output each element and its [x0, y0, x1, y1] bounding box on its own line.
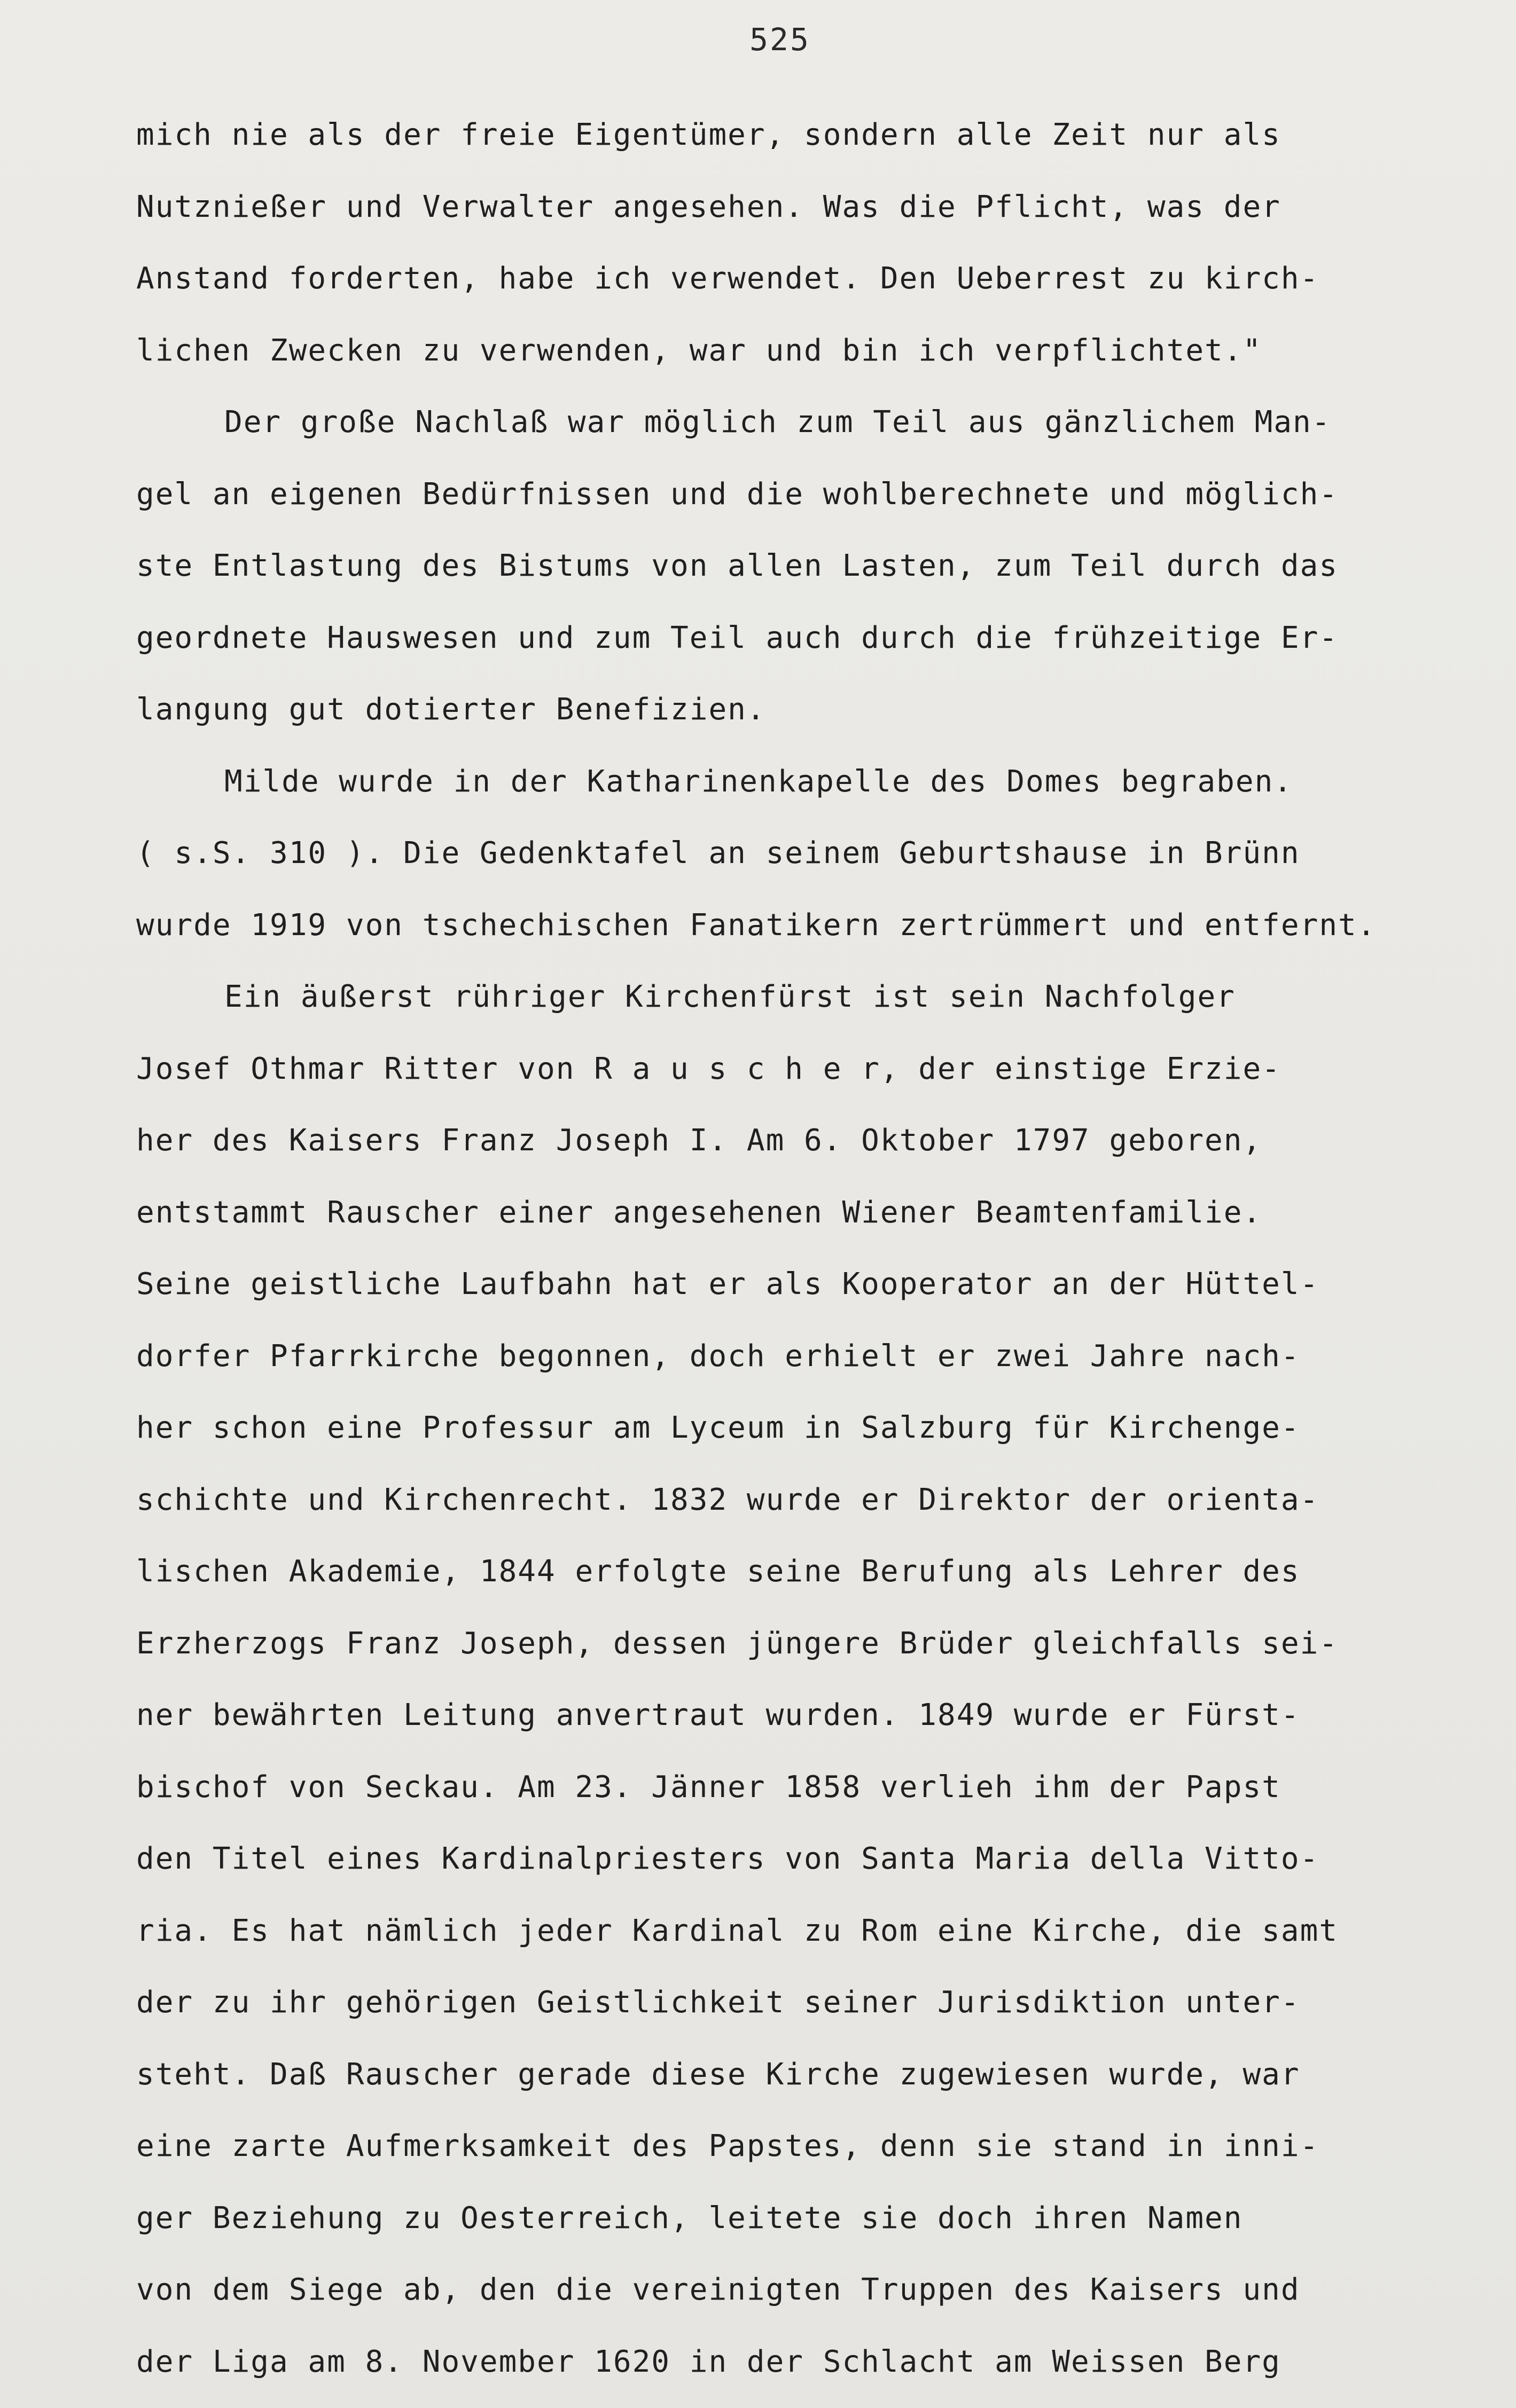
text-line: wurde 1919 von tschechischen Fanatikern zertrümmert und entfernt. [136, 907, 1377, 943]
text-line: Milde wurde in der Katharinenkapelle des Domes begraben. [224, 764, 1293, 799]
text-line: gel an eigenen Bedürfnissen und die wohlberechnete und möglich- [136, 476, 1339, 512]
text-line: lichen Zwecken zu verwenden, war und bin ich verpflichtet." [136, 333, 1262, 368]
text-line: lischen Akademie, 1844 erfolgte seine Berufung als Lehrer des [136, 1554, 1300, 1589]
text-line: bischof von Seckau. Am 23. Jänner 1858 verlieh ihm der Papst [136, 1769, 1281, 1805]
text-line: Josef Othmar Ritter von R a u s c h e r, der einstige Erzie- [136, 1051, 1281, 1086]
text-line: ste Entlastung des Bistums von allen Lasten, zum Teil durch das [136, 548, 1339, 583]
text-line: dorfer Pfarrkirche begonnen, doch erhielt er zwei Jahre nach- [136, 1338, 1300, 1374]
text-line: ( s.S. 310 ). Die Gedenktafel an seinem Geburtshause in Brünn [136, 836, 1300, 870]
text-line: her schon eine Professur am Lyceum in Salzburg für Kirchenge- [136, 1410, 1300, 1445]
text-line: von dem Siege ab, den die vereinigten Truppen des Kaisers und [136, 2272, 1300, 2307]
text-line: schichte und Kirchenrecht. 1832 wurde er Direktor der orienta- [136, 1482, 1319, 1517]
text-line: Anstand forderten, habe ich verwendet. Den Ueberrest zu kirch- [136, 261, 1319, 296]
text-line: der Liga am 8. November 1620 in der Schlacht am Weissen Berg [136, 2344, 1281, 2379]
text-line: steht. Daß Rauscher gerade diese Kirche zugewiesen wurde, war [136, 2057, 1300, 2092]
text-line: den Titel eines Kardinalpriesters von Santa Maria della Vitto- [136, 1841, 1319, 1876]
text-line: Seine geistliche Laufbahn hat er als Kooperator an der Hüttel- [136, 1267, 1319, 1301]
text-line: mich nie als der freie Eigentümer, sondern alle Zeit nur als [136, 117, 1281, 152]
text-line: ger Beziehung zu Oesterreich, leitete sie doch ihren Namen [136, 2200, 1243, 2236]
text-line: her des Kaisers Franz Joseph I. Am 6. Oktober 1797 geboren, [136, 1123, 1262, 1158]
text-line: Erzherzogs Franz Joseph, dessen jüngere Brüder gleichfalls sei- [136, 1626, 1339, 1661]
page-number: 525 [749, 21, 810, 58]
text-line: Nutznießer und Verwalter angesehen. Was die Pflicht, was der [136, 189, 1281, 224]
text-line: ner bewährten Leitung anvertraut wurden. 1849 wurde er Fürst- [136, 1698, 1300, 1732]
text-line: geordnete Hauswesen und zum Teil auch durch die frühzeitige Er- [136, 620, 1339, 655]
text-line: entstammt Rauscher einer angesehenen Wiener Beamtenfamilie. [136, 1195, 1262, 1230]
text-line: Ein äußerst rühriger Kirchenfürst ist sein Nachfolger [224, 979, 1236, 1014]
text-line: Der große Nachlaß war möglich zum Teil aus gänzlichem Man- [224, 405, 1331, 440]
text-line: eine zarte Aufmerksamkeit des Papstes, denn sie stand in inni- [136, 2129, 1319, 2163]
text-line: der zu ihr gehörigen Geistlichkeit seiner Jurisdiktion unter- [136, 1985, 1300, 2020]
text-line: ria. Es hat nämlich jeder Kardinal zu Rom eine Kirche, die samt [136, 1913, 1339, 1948]
text-line: langung gut dotierter Benefizien. [136, 692, 766, 727]
